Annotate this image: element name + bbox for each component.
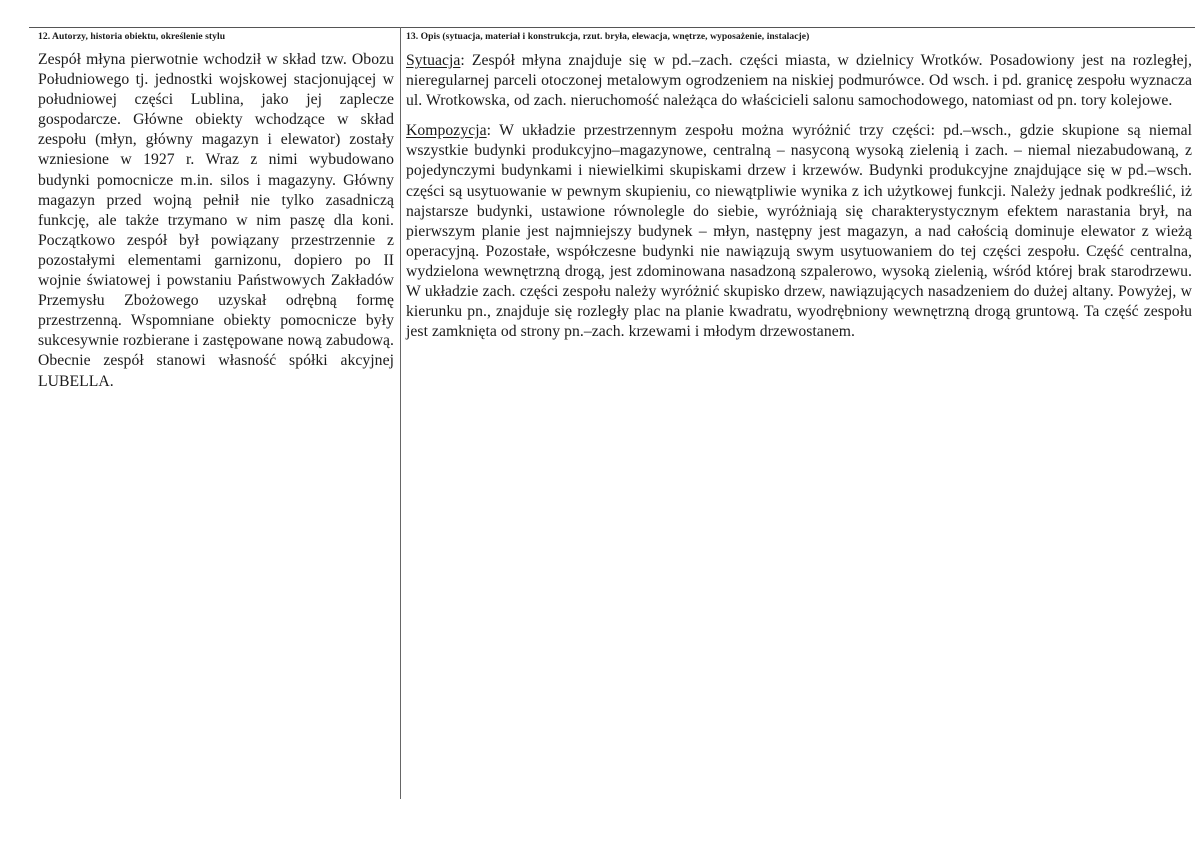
- sytuacja-label: Sytuacja: [406, 52, 461, 69]
- sytuacja-paragraph: [406, 51, 1192, 111]
- top-border-line: [29, 27, 1195, 28]
- sytuacja-text: : Zespół młyna znajduje się w pd.–zach. części miasta, w dzielnicy Wrotków. Posadowiony jest na rozległej, nieregularnej parceli otoczonej metalowym ogrodzeniem na niskiej podmurówce. Od wsch. i pd. granicę zespołu wyznacza ul. Wrotkowska, od zach. nieruchomość należąca do właścicieli salonu samochodowego, natomiast od pn. tory kolejowe.: [406, 52, 1192, 110]
- section-13-header: 13. Opis (sytuacja, materiał i konstrukcja, rzut. bryła, elewacja, wnętrze, wyposażenie, instalacje): [406, 31, 810, 42]
- section-12-header: 12. Autorzy, historia obiektu, określenie stylu: [38, 31, 226, 42]
- section-12-body: Zespół młyna pierwotnie wchodził w skład tzw. Obozu Południowego tj. jednostki wojskowej stacjonującej w południowej części Lublina, jako jej zaplecze gospodarcze. Główne obiekty wchodzące w skład zespołu (młyn, główny magazyn i elewator) zostały wzniesione w 1927 r. Wraz z nimi wybudowano budynki pomocnicze m.in. silos i magazyny. Główny magazyn przed wojną pełnił nie tylko zasadniczą funkcję, ale także trzymano w nim paszę dla koni. Początkowo zespół był powiązany przestrzennie z pozostałymi elementami garnizonu, dopiero po II wojnie światowej i powstaniu Państwowych Zakładów Przemysłu Zbożowego uzyskał odrębną formę przestrzenną. Wspomniane obiekty pomocnicze były sukcesywnie rozbierane i zastępowane nową zabudową. Obecnie zespół stanowi własność spółki akcyjnej LUBELLA.: [38, 51, 394, 390]
- kompozycja-text: : W układzie przestrzennym zespołu można wyróżnić trzy części: pd.–wsch., gdzie skupione są niemal wszystkie budynki produkcyjno–magazynowe, centralną – nasyconą wysoką zielenią i zach. – niemal niezabudowaną, z pojedynczymi budynkami i niewielkimi skupiskami drzew i krzewów. Budynki produkcyjne znajdujące się w pd.–wsch. części są usytuowanie w pewnym skupieniu, co niewątpliwie wynika z ich użytkowej funkcji. Należy jednak podkreślić, iż najstarsze budynki, ustawione równolegle do siebie, wyróżniają się charakterystycznym efektem narastania brył, na pierwszym planie jest najmniejszy budynek – młyn, następny jest magazyn, a nad całością dominuje elewator z wieżą operacyjną. Pozostałe, współczesne budynki nie nawiązują swym usytuowaniem do tej części zespołu. Część centralna, wydzielona wewnętrzną drogą, jest zdominowana nasadzoną szpalerowo, wysoką zielenią, wśród której brak starodrzewu. W układzie zach. części zespołu należy wyróżnić skupisko drzew, nawiązujących nasadzeniem do dużej altany. Powyżej, w kierunku pn., znajduje się rozległy plac na planie kwadratu, wyodrębniony wewnętrzną drogą gruntową. Ta część zespołu jest zamknięta od strony pn.–zach. krzewami i młodym drzewostanem.: [406, 122, 1192, 341]
- column-divider: [400, 27, 401, 799]
- kompozycja-paragraph: [406, 121, 1192, 342]
- section-13-description: [406, 30, 1192, 342]
- section-12-authors-history: [38, 30, 394, 392]
- kompozycja-label: Kompozycja: [406, 122, 487, 140]
